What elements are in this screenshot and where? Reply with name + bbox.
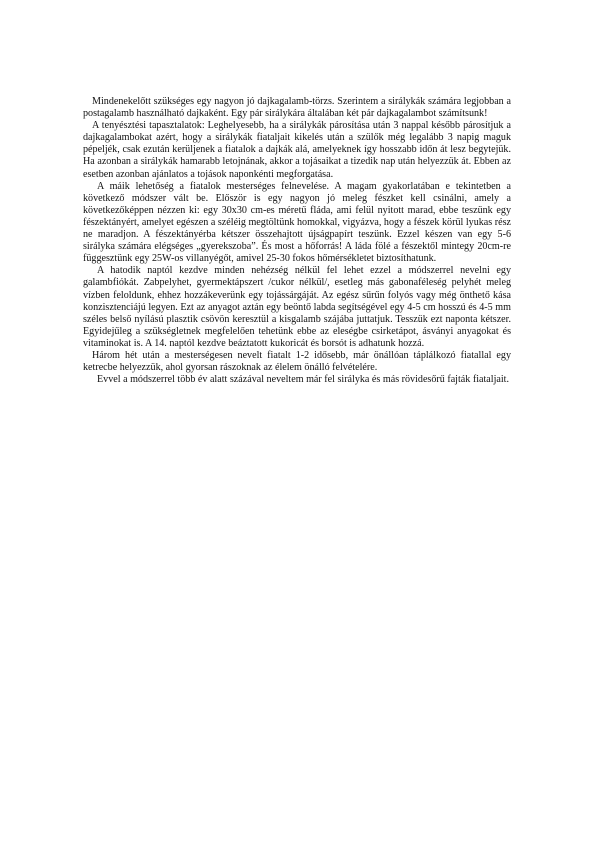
paragraph-5: Három hét után a mesterségesen nevelt fiatalt 1-2 idősebb, már önállóan táplálkozó fiatallal egy ketrecbe helyezzük, ahol gyorsan rászoknak az élelem önálló felvételére. [83, 349, 511, 374]
paragraph-3: A máik lehetőség a fiatalok mesterséges felnevelése. A magam gyakorlatában e tekintetben a következő módszer vált be. Először is egy nagyon jó meleg fészket kell csinálni, amely a következőképpen nézzen ki: egy 30x30 cm-es méretű fláda, ami felül nyitott marad, ebbe teszünk egy fészektányért, amelyet egészen a széléig megtöltünk homokkal, vigyázva, hogy a fészek körül lyukas rész ne maradjon. A fészektányérba kétszer összehajtott újságpapírt teszünk. Ezzel készen van egy 5-6 sirálykа számára elégséges „gyerekszoba”. És most a hőforrás! A láda fölé a fészektől mintegy 20cm-re függesztünk egy 25W-os villanyégőt, amivel 25-30 fokos hőmérsékletet biztosíthatunk. [83, 180, 511, 265]
document-body [83, 96, 511, 386]
paragraph-6: Evvel a módszerrel több év alatt százával neveltem már fel sirálykа és más rövidesőrű fajták fiataljait. [97, 374, 509, 386]
paragraph-2: A tenyésztési tapasztalatok: Leghelyesebb, ha a sirálykák párosítása után 3 nappal később párosítjuk a dajkagalambokat azért, hogy a sirálykák fiataljait kikelés után a szülők még legalább 3 napig maguk pépeljék, csak ezután kerüljenek a fiatalok a dajkák alá, amelyeknek így hosszabb időn át lesz begytejük. Ha azonban a sirálykák hamarabb letojnának, akkor a tojásaikat a tizedik nap után helyezzük át. Ebben az esetben azonban ajánlatos a tojások naponkénti megforgatása. [83, 120, 511, 180]
paragraph-1: Mindenekelőtt szükséges egy nagyon jó dajkagalamb-törzs. Szerintem a sirálykák számára legjobban a postagalamb használható dajkaként. Egy pár sirálykára általában két pár dajkagalambot számítsunk! [83, 96, 511, 120]
paragraph-4: A hatodik naptól kezdve minden nehézség nélkül fel lehet ezzel a módszerrel nevelni egy galambfiókát. Zabpelyhet, gyermektápszert /cukor nélkül/, esetleg más gabonaféleség pelyhét meleg vízben feloldunk, ehhez hozzákeverünk egy tojássárgáját. Az egész sűrűn folyós vagy még önthető kása konzisztenciájú legyen. Ezt az anyagot aztán egy beöntő labda segítségével egy 4-5 cm hosszú és 4-5 mm széles belső nyílású plasztik csövön keresztül a kisgalamb szájába juttatjuk. Tesszük ezt naponta kétszer. Egyidejűleg a szükségletnek megfelelően tehetünk ebbe az eleségbe csirketápot, ásványi anyagokat és vitaminokat is. A 14. naptól kezdve beáztatott kukoricát és borsót is adhatunk hozzá. [83, 265, 511, 349]
